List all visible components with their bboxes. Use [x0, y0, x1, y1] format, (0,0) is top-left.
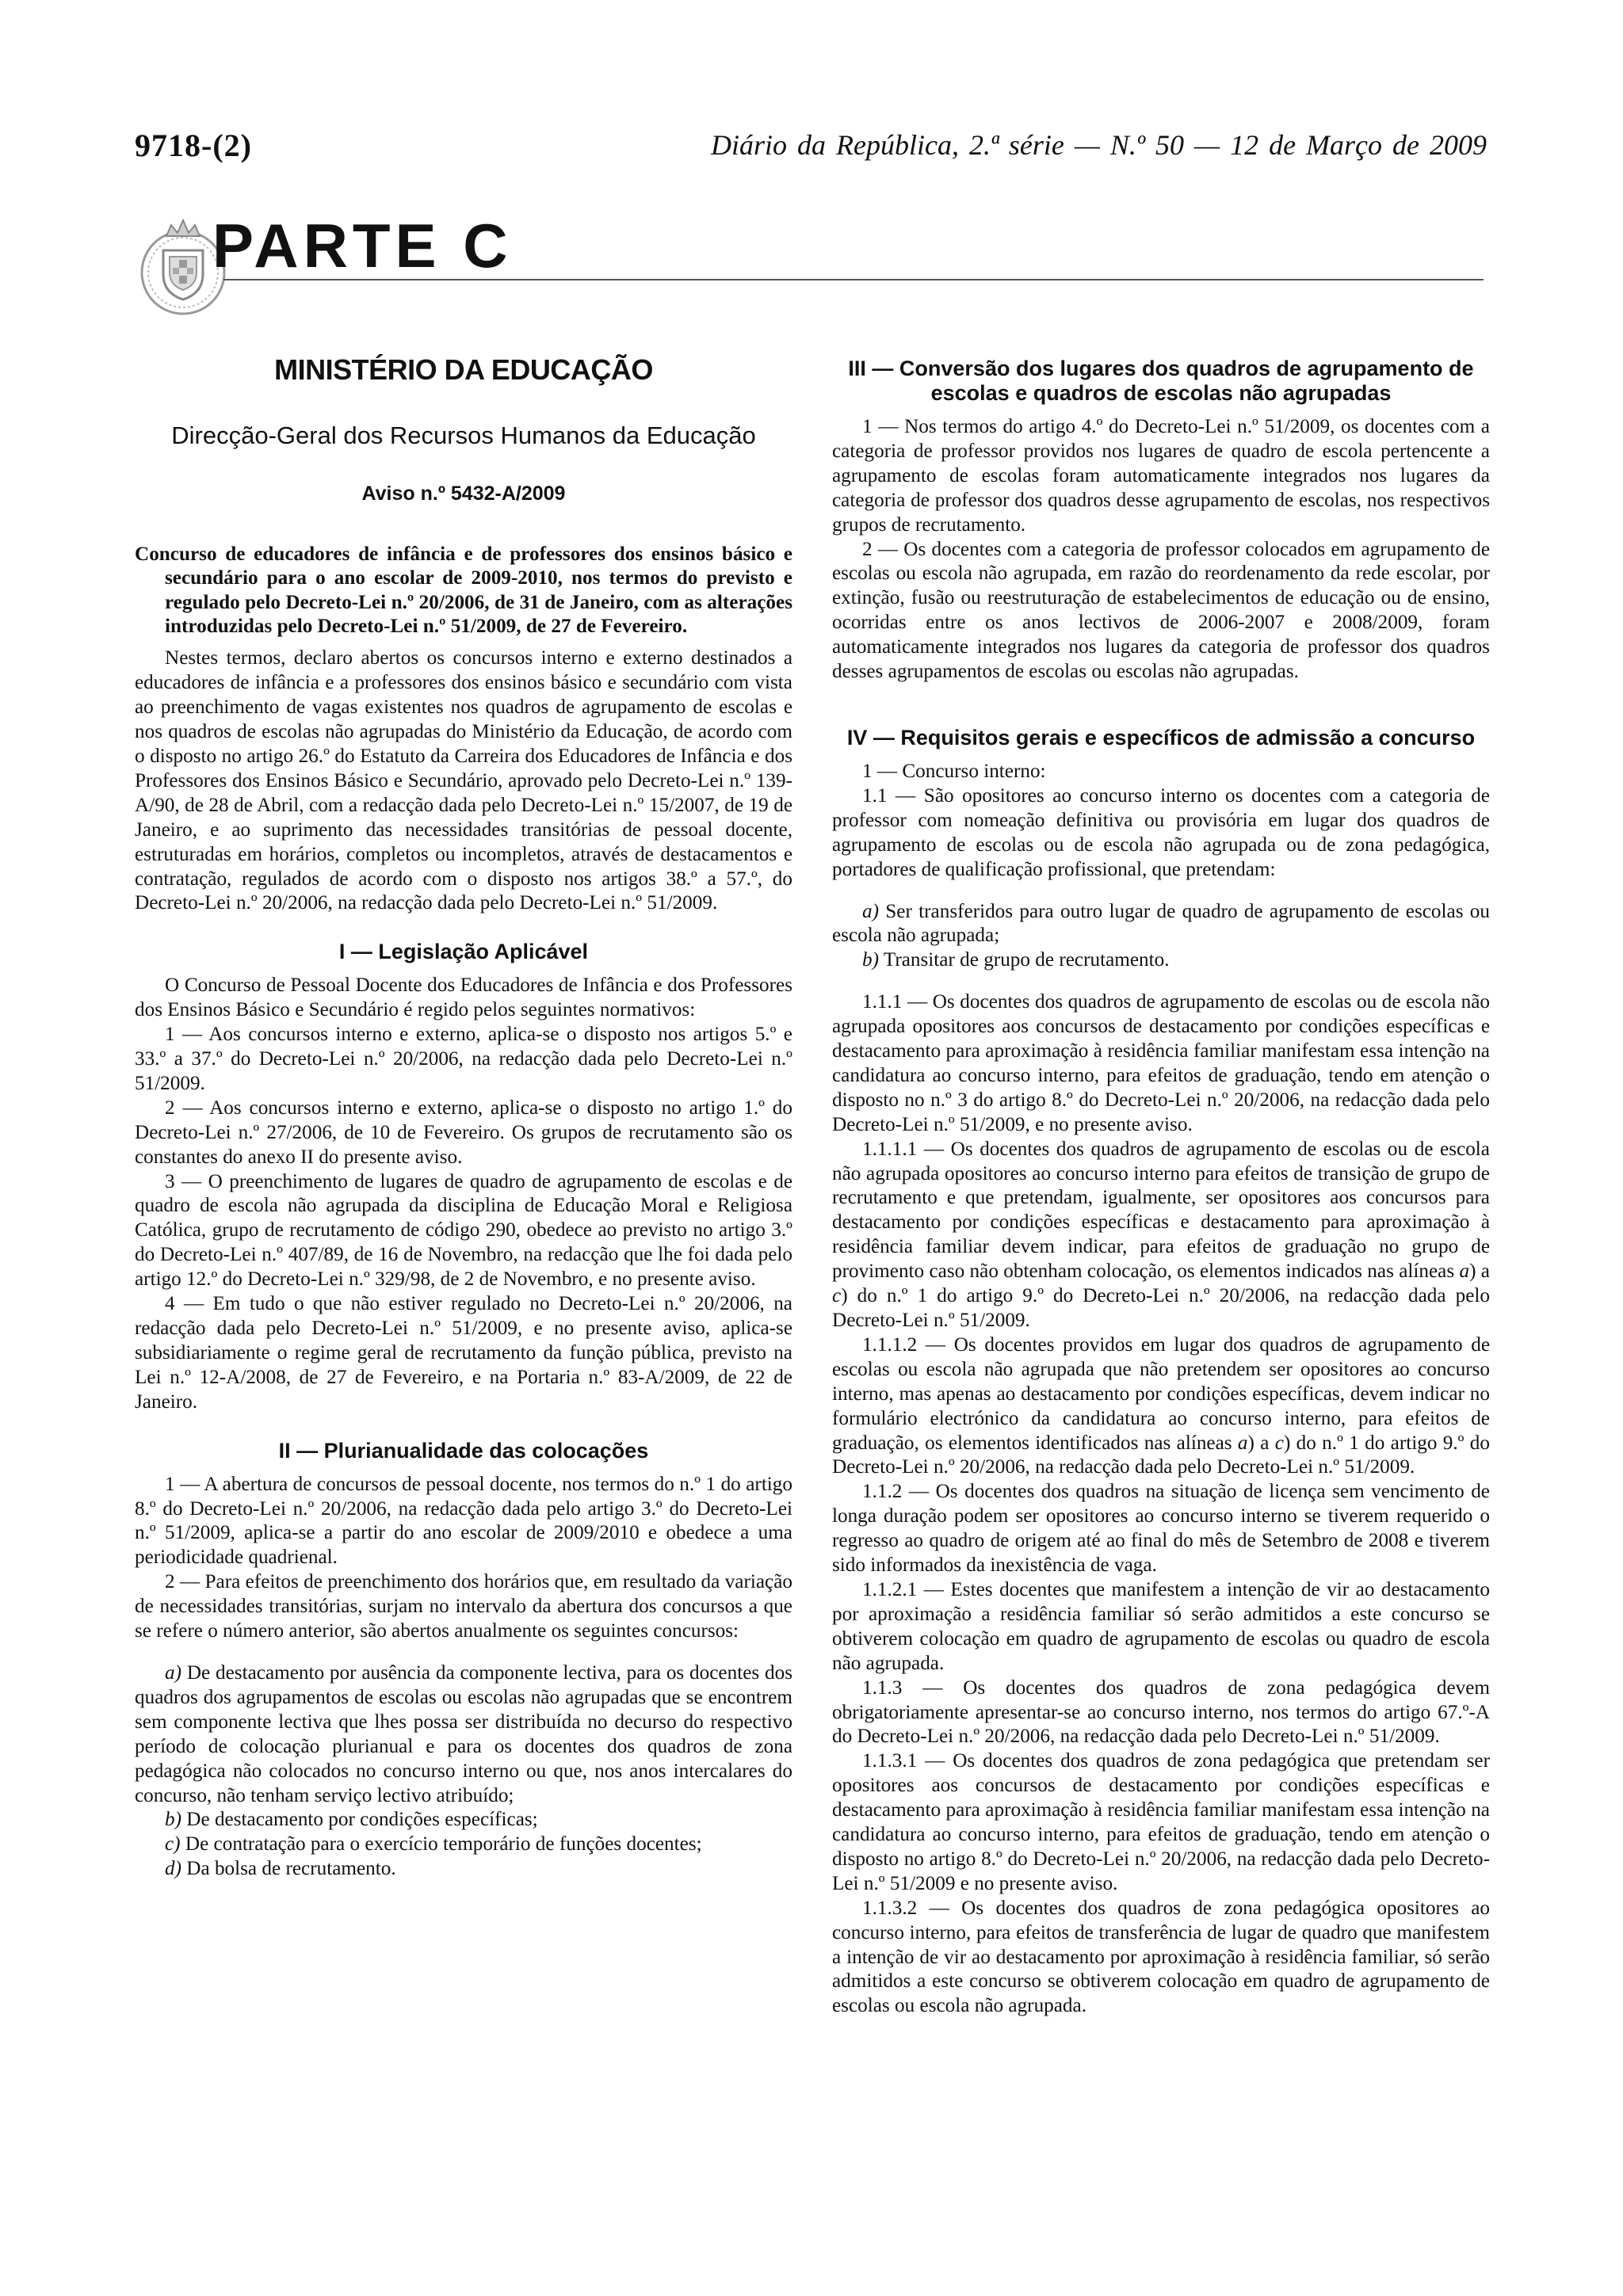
- item-letter: b): [165, 1809, 181, 1831]
- paragraph: 4 — Em tudo o que não estiver regulado no Decreto-Lei n.º 20/2006, na redacção dada pelo Decreto-Lei n.º 51/2009, e no presente aviso, aplica-se subsidiariamente o regime geral de recrutamento da função pública, previsto na Lei n.º 12-A/2008, de 27 de Fevereiro, e na Portaria n.º 83-A/2009, de 22 de Janeiro.: [135, 1293, 792, 1413]
- paragraph: 1 — Nos termos do artigo 4.º do Decreto-Lei n.º 51/2009, os docentes com a categoria de professor providos nos lugares de quadro de escola pertencente a agrupamento de escolas foram automaticamente integrados nos lugares da categoria de professor dos quadros desse agrupamento de escolas, nos respectivos grupos de recrutamento.: [832, 416, 1490, 536]
- directorate-title: Direcção-Geral dos Recursos Humanos da Educação: [171, 421, 756, 449]
- paragraph: 1 — Concurso interno:: [862, 760, 1046, 782]
- paragraph: 1.1.2.1 — Estes docentes que manifestem a intenção de vir ao destacamento por aproximação a residência familiar só serão admitidos a este concurso se obtiverem colocação em quadro de agrupamento de escolas ou quadro de escola não agrupada.: [832, 1578, 1490, 1674]
- paragraph: 2 — Os docentes com a categoria de professor colocados em agrupamento de escolas ou escola não agrupada, em razão do reordenamento da rede escolar, por extinção, fusão ou reestruturação de estabelecimentos de educação ou de ensino, ocorridas entre os anos lectivos de 2006-2007 e 2008/2009, foram automaticamente integrados nos lugares da categoria de professor dos quadros desses agrupamentos de escolas ou escolas não agrupadas.: [832, 538, 1490, 683]
- item-letter: a): [862, 900, 879, 922]
- header-rule: [223, 279, 1484, 280]
- paragraph: O Concurso de Pessoal Docente dos Educadores de Infância e dos Professores dos Ensinos Básico e Secundário é regido pelos seguintes normativos:: [135, 974, 792, 1021]
- list-item: [135, 1661, 792, 1808]
- list-item: [135, 1808, 792, 1833]
- paragraph: 1.1.1.2 — Os docentes providos em lugar dos quadros de agrupamento de escolas ou escola não agrupada que não pretendem ser opositores ao concurso interno, mas apenas ao destacamento por condições específicas, devem indicar no formulário electrónico da candidatura ao concurso interno, para efeitos de graduação, os elementos identificados nas alíneas a) a c) do n.º 1 do artigo 9.º do Decreto-Lei n.º 20/2006, na redacção dada pelo Decreto-Lei n.º 51/2009.: [832, 1333, 1490, 1478]
- ministry-title: MINISTÉRIO DA EDUCAÇÃO: [274, 353, 653, 386]
- item-text: Ser transferidos para outro lugar de quadro de agrupamento de escolas ou escola não agrupada;: [832, 900, 1490, 947]
- item-letter: c): [165, 1833, 181, 1855]
- paragraph: 1.1.2 — Os docentes dos quadros na situação de licença sem vencimento de longa duração podem ser opositores ao concurso interno se tiverem requerido o regresso ao quadro de origem até ao final do mês de Setembro de 2008 e tiverem sido informados da inexistência de vaga.: [832, 1481, 1490, 1577]
- item-letter: b): [862, 949, 879, 971]
- item-text: De contratação para o exercício temporário de funções docentes;: [180, 1833, 702, 1855]
- list-item: [135, 1833, 792, 1857]
- list-item: [832, 948, 1490, 973]
- right-column: [832, 357, 1490, 2019]
- section-title: II — Plurianualidade das colocações: [278, 1438, 649, 1463]
- section-title: I — Legislação Aplicável: [338, 940, 589, 964]
- paragraph: 3 — O preenchimento de lugares de quadro de agrupamento de escolas e de quadro de escola não agrupada da disciplina de Educação Moral e Religiosa Católica, grupo de recrutamento de código 290, obedece ao previsto no artigo 3.º do Decreto-Lei n.º 407/89, de 16 de Novembro, na redacção que lhe foi dada pelo artigo 12.º do Decreto-Lei n.º 329/98, de 2 de Novembro, e no presente aviso.: [135, 1170, 792, 1291]
- item-text: De destacamento por condições específicas;: [181, 1809, 538, 1831]
- paragraph: 2 — Para efeitos de preenchimento dos horários que, em resultado da variação de necessidades transitórias, surjam no intervalo da abertura dos concursos a que se refere o número anterior, são abertos anualmente os seguintes concursos:: [135, 1571, 792, 1642]
- paragraph: 1.1 — São opositores ao concurso interno os docentes com a categoria de professor com nomeação definitiva ou provisória em lugar dos quadros de agrupamento de escolas ou de escola não agrupada ou de zona pedagógica, portadores de qualificação profissional, que pretendam:: [832, 784, 1490, 880]
- left-column: [135, 349, 792, 1882]
- notice-number: Aviso n.º 5432-A/2009: [361, 482, 566, 505]
- list-item: [135, 1857, 792, 1882]
- list-item: [832, 900, 1490, 949]
- journal-header: Diário da República, 2.ª série — N.º 50 — 12 de Março de 2009: [711, 129, 1487, 161]
- paragraph: 2 — Aos concursos interno e externo, aplica-se o disposto no artigo 1.º do Decreto-Lei n.º 27/2006, de 10 de Fevereiro. Os grupos de recrutamento são os constantes do anexo II do presente aviso.: [135, 1097, 792, 1168]
- notice-summary: Concurso de educadores de infância e de professores dos ensinos básico e secundário para o ano escolar de 2009-2010, nos termos do previsto e regulado pelo Decreto-Lei n.º 20/2006, de 31 de Janeiro, com as alterações introduzidas pelo Decreto-Lei n.º 51/2009, de 27 de Fevereiro.: [135, 543, 792, 637]
- paragraph: 1 — Aos concursos interno e externo, aplica-se o disposto nos artigos 5.º e 33.º a 37.º do Decreto-Lei n.º 20/2006, na redacção dada pelo Decreto-Lei n.º 51/2009.: [135, 1024, 792, 1094]
- item-text: Da bolsa de recrutamento.: [181, 1858, 396, 1880]
- item-text: De destacamento por ausência da componente lectiva, para os docentes dos quadros dos agrupamentos de escolas ou escolas não agrupadas que se encontrem sem componente lectiva que lhes possa ser distribuída no decurso do respectivo período de colocação plurianual e para os docentes dos quadros de zona pedagógica não colocados no concurso interno ou que, nos anos intercalares do concurso, não tenham serviço lectivo atribuído;: [135, 1661, 792, 1806]
- page-number: 9718-(2): [135, 128, 252, 163]
- paragraph: 1.1.3 — Os docentes dos quadros de zona pedagógica devem obrigatoriamente apresentar-se ao concurso interno, nos termos do artigo 67.º-A do Decreto-Lei n.º 20/2006, na redacção dada pelo Decreto-Lei n.º 51/2009.: [832, 1676, 1490, 1748]
- paragraph: 1.1.1.1 — Os docentes dos quadros de agrupamento de escolas ou de escola não agrupada opositores ao concurso interno para efeitos de transição de grupo de recrutamento e que pretendam, igualmente, ser opositores aos concursos para destacamento por condições específicas e destacamento para aproximação à residência familiar devem indicar, para efeitos de graduação no grupo de provimento caso não obtenham colocação, os elementos indicados nas alíneas a) a c) do n.º 1 do artigo 9.º do Decreto-Lei n.º 20/2006, na redacção dada pelo Decreto-Lei n.º 51/2009.: [832, 1138, 1490, 1331]
- section-title: IV — Requisitos gerais e específicos de admissão a concurso: [846, 725, 1476, 749]
- paragraph: 1 — A abertura de concursos de pessoal docente, nos termos do n.º 1 do artigo 8.º do Decreto-Lei n.º 20/2006, na redacção dada pelo artigo 3.º do Decreto-Lei n.º 51/2009, aplica-se a partir do ano escolar de 2009/2010 e obedece a uma periodicidade quadrienal.: [135, 1473, 792, 1569]
- intro-paragraph: Nestes termos, declaro abertos os concursos interno e externo destinados a educadores de infância e a professores dos ensinos básico e secundário com vista ao preenchimento de vagas existentes nos quadros de agrupamento de escolas e nos quadros de escolas não agrupadas do Ministério da Educação, de acordo com o disposto no artigo 26.º do Estatuto da Carreira dos Educadores de Infância e dos Professores dos Ensinos Básico e Secundário, aprovado pelo Decreto-Lei n.º 139-A/90, de 28 de Abril, com a redacção dada pelo Decreto-Lei n.º 15/2007, de 19 de Janeiro, e ao suprimento das necessidades transitórias de pessoal docente, estruturadas em horários, completos ou incompletos, através de destacamentos e contratação, regulados de acordo com o disposto nos artigos 38.º a 57.º, do Decreto-Lei n.º 20/2006, na redacção dada pelo Decreto-Lei n.º 51/2009.: [135, 647, 792, 914]
- paragraph: 1.1.1 — Os docentes dos quadros de agrupamento de escolas ou de escola não agrupada opositores aos concursos de destacamento por condições específicas e destacamento para aproximação à residência familiar manifestam essa intenção na candidatura ao concurso interno, para efeitos de graduação, tendo em atenção o disposto no n.º 3 do artigo 8.º do Decreto-Lei n.º 20/2006, na redacção dada pelo Decreto-Lei n.º 51/2009, e no presente aviso.: [832, 991, 1490, 1135]
- item-text: Transitar de grupo de recrutamento.: [878, 949, 1170, 971]
- item-letter: a): [165, 1661, 181, 1684]
- paragraph: 1.1.3.2 — Os docentes dos quadros de zona pedagógica opositores ao concurso interno, para efeitos de transferência de lugar de quadro que manifestem a intenção de vir ao destacamento por aproximação à residência familiar, só serão admitidos a este concurso se obtiverem colocação em quadro de agrupamento de escolas ou escola não agrupada.: [832, 1897, 1490, 2017]
- section-title: III — Conversão dos lugares dos quadros de agrupamento de escolas e quadros de escolas não agrupadas: [848, 357, 1474, 405]
- part-title: PARTE C: [212, 211, 513, 280]
- item-letter: d): [165, 1858, 181, 1880]
- paragraph: 1.1.3.1 — Os docentes dos quadros de zona pedagógica que pretendam ser opositores aos concursos de destacamento por condições específicas e destacamento para aproximação à residência familiar manifestam essa intenção na candidatura ao concurso interno, para efeitos de graduação, tendo em atenção o disposto no artigo 8.º do Decreto-Lei n.º 20/2006, na redacção dada pelo Decreto-Lei n.º 51/2009 e no presente aviso.: [832, 1750, 1490, 1894]
